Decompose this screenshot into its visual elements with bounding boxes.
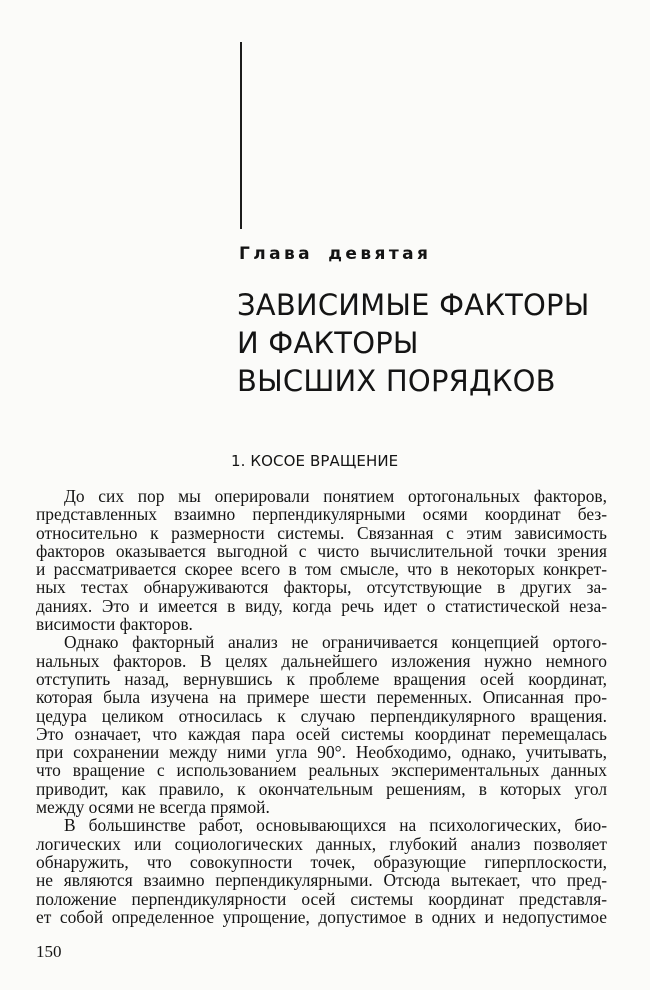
text-line: цедура целиком относилась к случаю перпендикулярного вращения. [36, 705, 607, 726]
text-line: логических или социологических данных, глубокий анализ позволяет [36, 833, 607, 854]
text-line: что вращение с использованием реальных экспериментальных данных [36, 760, 607, 781]
chapter-title-line: И ФАКТОРЫ [237, 326, 419, 360]
text-line: В большинстве работ, основывающихся на психологических, био- [64, 815, 607, 836]
paragraph-1 [36, 487, 607, 633]
text-line: обнаружить, что совокупности точек, образующие гиперплоскости, [36, 851, 607, 872]
chapter-title [237, 286, 590, 400]
text-line: До сих пор мы оперировали понятием ортогональных факторов, [64, 486, 607, 506]
text-line: факторов оказывается выгодной с чисто вычислительной точки зрения [36, 540, 607, 561]
section-heading: 1. КОСОЕ ВРАЩЕНИЕ [231, 452, 399, 470]
text-line: ет собой определенное упрощение, допустимое в одних и недопустимое [36, 906, 607, 927]
text-line: висимости факторов. [36, 614, 193, 635]
paragraph-3 [36, 816, 607, 926]
text-line: приводит, как правило, к окончательным решениям, в которых угол [36, 778, 607, 799]
text-line: и рассматривается скорее всего в том смысле, что в некоторых конкрет- [36, 559, 607, 580]
text-line: Это означает, что каждая пара осей системы координат перемещалась [36, 723, 607, 744]
text-line: при сохранении между ними угла 90°. Необходимо, однако, учитывать, [36, 742, 607, 763]
text-line: которая была изучена на примере шести переменных. Описанная про- [36, 687, 607, 708]
body-text [36, 487, 607, 926]
chapter-title-line: ВЫСШИХ ПОРЯДКОВ [237, 364, 556, 398]
page-number: 150 [36, 942, 62, 961]
text-line: даниях. Это и имеется в виду, когда речь идет о статистической неза- [36, 595, 607, 616]
decorative-vertical-rule [240, 42, 242, 229]
text-line: не являются взаимно перпендикулярными. Отсюда вытекает, что пред- [36, 870, 607, 891]
paragraph-2 [36, 633, 607, 816]
text-line: относительно к размерности системы. Связанная с этим зависимость [36, 522, 607, 543]
chapter-label: Глава девятая [239, 244, 432, 264]
text-line: Однако факторный анализ не ограничивается концепцией ортого- [64, 632, 607, 653]
text-line: между осями не всегда прямой. [36, 797, 270, 818]
text-line: отступить назад, вернувшись к проблеме вращения осей координат, [36, 668, 607, 689]
text-line: нальных факторов. В целях дальнейшего изложения нужно немного [36, 650, 607, 671]
text-line: положение перпендикулярности осей системы координат представля- [36, 888, 607, 909]
text-line: ных тестах обнаруживаются факторы, отсутствующие в других за- [36, 577, 607, 598]
chapter-title-line: ЗАВИСИМЫЕ ФАКТОРЫ [237, 288, 590, 322]
text-line: представленных взаимно перпендикулярными осями координат без- [36, 504, 607, 525]
